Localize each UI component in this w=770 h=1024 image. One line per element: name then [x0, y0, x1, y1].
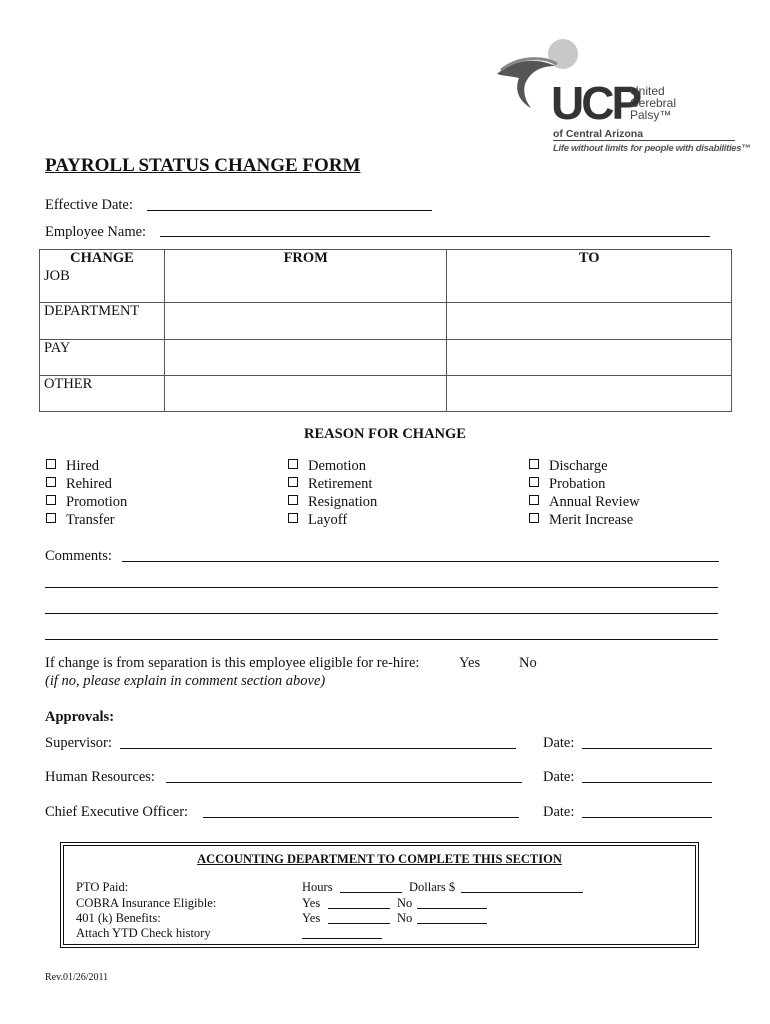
pay-from-cell[interactable] [164, 340, 447, 376]
cobra-yes-label: Yes [302, 896, 321, 910]
reason-item[interactable]: Layoff [288, 511, 377, 529]
ceo-date-label: Date: [543, 804, 575, 820]
reason-item[interactable]: Transfer [46, 511, 127, 529]
reason-item[interactable]: Demotion [288, 457, 377, 475]
reason-column-3 [529, 457, 640, 529]
checkbox-icon[interactable] [288, 495, 298, 505]
table-row [40, 376, 732, 412]
ceo-label: Chief Executive Officer: [45, 804, 189, 820]
comments-line-2[interactable] [45, 587, 718, 588]
checkbox-icon[interactable] [529, 495, 539, 505]
reason-item[interactable]: Annual Review [529, 493, 640, 511]
cobra-label: COBRA Insurance Eligible: [76, 896, 217, 910]
comments-line-1[interactable] [122, 561, 719, 562]
table-row [40, 303, 732, 340]
reason-item[interactable]: Rehired [46, 475, 127, 493]
checkbox-icon[interactable] [46, 513, 56, 523]
job-to-cell[interactable] [447, 268, 732, 303]
ytd-label: Attach YTD Check history [76, 926, 211, 940]
pto-hours-field[interactable] [340, 892, 402, 893]
checkbox-icon[interactable] [288, 513, 298, 523]
logo-line-2: Cerebral [630, 96, 677, 110]
supervisor-signature-field[interactable] [120, 748, 516, 749]
logo-subtitle: of Central Arizona [553, 128, 644, 140]
table-header-row [40, 250, 732, 268]
approvals-title: Approvals: [45, 709, 115, 725]
rehire-note: (if no, please explain in comment section above) [45, 673, 326, 689]
rehire-yes[interactable]: Yes [459, 655, 481, 671]
employee-name-field[interactable] [160, 236, 710, 237]
k401-yes-field[interactable] [328, 923, 390, 924]
cobra-yes-field[interactable] [328, 908, 390, 909]
header-to: TO [447, 250, 732, 268]
comments-line-3[interactable] [45, 613, 718, 614]
logo [495, 36, 751, 156]
effective-date-label: Effective Date: [45, 197, 133, 213]
ceo-signature-field[interactable] [203, 817, 519, 818]
logo-divider [553, 140, 735, 141]
reason-item[interactable]: Promotion [46, 493, 127, 511]
rehire-question: If change is from separation is this employee eligible for re-hire: [45, 655, 420, 671]
department-to-cell[interactable] [447, 303, 732, 340]
revision-label: Rev.01/26/2011 [45, 972, 109, 983]
page-title: PAYROLL STATUS CHANGE FORM [45, 155, 361, 176]
other-from-cell[interactable] [164, 376, 447, 412]
job-from-cell[interactable] [164, 268, 447, 303]
logo-line-1: United [630, 84, 665, 98]
pto-dollars-field[interactable] [461, 892, 583, 893]
comments-label: Comments: [45, 548, 112, 564]
row-label-other: OTHER [40, 376, 165, 412]
pto-dollars-label: Dollars $ [409, 880, 456, 894]
reason-item[interactable]: Hired [46, 457, 127, 475]
header-from: FROM [164, 250, 447, 268]
row-label-job: JOB [40, 268, 165, 303]
supervisor-date-field[interactable] [582, 748, 712, 749]
reason-column-1 [46, 457, 127, 529]
accounting-title: ACCOUNTING DEPARTMENT TO COMPLETE THIS SECTION [197, 852, 562, 866]
checkbox-icon[interactable] [288, 477, 298, 487]
pto-label: PTO Paid: [76, 880, 129, 894]
other-to-cell[interactable] [447, 376, 732, 412]
employee-name-label: Employee Name: [45, 224, 147, 240]
reason-item[interactable]: Merit Increase [529, 511, 640, 529]
reason-column-2 [288, 457, 377, 529]
ceo-date-field[interactable] [582, 817, 712, 818]
hr-date-field[interactable] [582, 782, 712, 783]
reason-item[interactable]: Resignation [288, 493, 377, 511]
change-table [39, 249, 732, 412]
k401-yes-label: Yes [302, 911, 321, 925]
reason-item[interactable]: Retirement [288, 475, 377, 493]
checkbox-icon[interactable] [529, 477, 539, 487]
supervisor-date-label: Date: [543, 735, 575, 751]
reason-title: REASON FOR CHANGE [304, 426, 466, 442]
checkbox-icon[interactable] [46, 459, 56, 469]
row-label-pay: PAY [40, 340, 165, 376]
supervisor-label: Supervisor: [45, 735, 112, 751]
checkbox-icon[interactable] [46, 495, 56, 505]
comments-line-4[interactable] [45, 639, 718, 640]
checkbox-icon[interactable] [529, 513, 539, 523]
k401-label: 401 (k) Benefits: [76, 911, 161, 925]
cobra-no-field[interactable] [417, 908, 487, 909]
hr-date-label: Date: [543, 769, 575, 785]
checkbox-icon[interactable] [46, 477, 56, 487]
ytd-field[interactable] [302, 938, 382, 939]
checkbox-icon[interactable] [288, 459, 298, 469]
pay-to-cell[interactable] [447, 340, 732, 376]
department-from-cell[interactable] [164, 303, 447, 340]
row-label-department: DEPARTMENT [40, 303, 165, 340]
logo-line-3: Palsy™ [630, 108, 672, 122]
logo-mark: UCP [551, 77, 640, 129]
hr-signature-field[interactable] [166, 782, 522, 783]
cobra-no-label: No [397, 896, 413, 910]
reason-item[interactable]: Probation [529, 475, 640, 493]
header-change: CHANGE [40, 250, 165, 268]
pto-hours-label: Hours [302, 880, 333, 894]
hr-label: Human Resources: [45, 769, 155, 785]
k401-no-field[interactable] [417, 923, 487, 924]
checkbox-icon[interactable] [529, 459, 539, 469]
k401-no-label: No [397, 911, 413, 925]
effective-date-field[interactable] [147, 210, 432, 211]
logo-tagline: Life without limits for people with disabilities™ [553, 143, 751, 154]
rehire-no[interactable]: No [519, 655, 537, 671]
table-row [40, 268, 732, 303]
table-row [40, 340, 732, 376]
reason-item[interactable]: Discharge [529, 457, 640, 475]
